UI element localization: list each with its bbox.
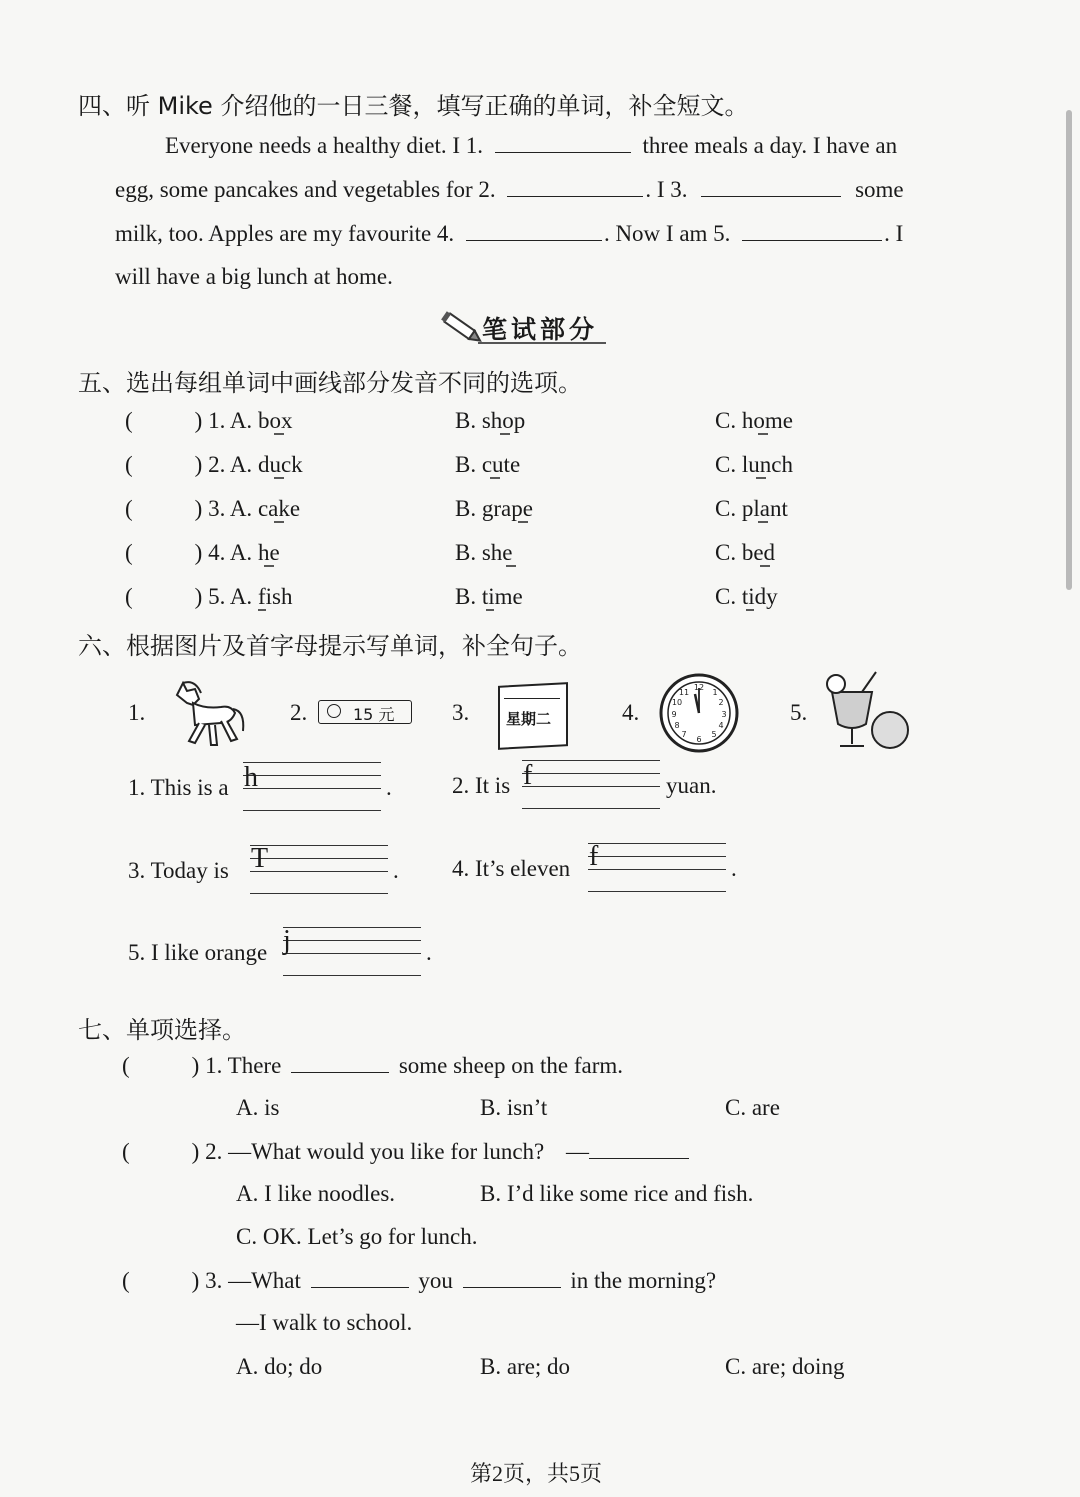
passage-text: . I 3. (645, 177, 688, 202)
horse-picture (165, 675, 250, 755)
dialogue-answer: —I walk to school. (236, 1310, 413, 1335)
sentence-1: 1. This is a (128, 775, 229, 800)
tag-hole-icon (327, 704, 341, 718)
sentence-1-end: . (386, 775, 392, 800)
sentence-4: 4. It’s eleven (452, 856, 571, 881)
passage-text: . Now I am 5. (603, 221, 731, 246)
picture-label-1: 1. (128, 700, 146, 725)
option-a: duck (257, 452, 303, 477)
sound-underline-marks (0, 0, 1080, 620)
option-c: C. home (715, 408, 793, 433)
passage-line-4: will have a big lunch at home. (115, 264, 393, 289)
passage-text: milk, too. Apples are my favourite 4. (115, 221, 455, 246)
option-c: C. tidy (715, 584, 778, 609)
option-c: C. OK. Let’s go for lunch. (236, 1224, 478, 1249)
passage-text: three meals a day. I have an (642, 133, 898, 158)
option-b: B. cute (455, 452, 521, 477)
option-a: he (257, 540, 280, 565)
calendar-text: 星期二 (506, 710, 552, 728)
option-b: B. time (455, 584, 523, 609)
writing-grid-3[interactable] (250, 845, 388, 895)
clock-picture (658, 672, 740, 754)
option-b: B. I’d like some rice and fish. (480, 1181, 754, 1206)
svg-text:3: 3 (721, 710, 727, 719)
picture-label-4: 4. (622, 700, 640, 725)
svg-text:5: 5 (711, 730, 717, 739)
passage-text: Everyone needs a healthy diet. I 1. (165, 133, 484, 158)
picture-label-5: 5. (790, 700, 808, 725)
option-b: B. are; do (480, 1354, 571, 1379)
section-5-title: 五、选出每组单词中画线部分发音不同的选项。 (78, 369, 582, 397)
picture-label-3: 3. (452, 700, 470, 725)
question-row: ( ) 3. A. cake (125, 496, 301, 521)
price-tag-picture (318, 700, 412, 724)
answer-paren[interactable]: ( (125, 408, 133, 433)
svg-text:12: 12 (693, 683, 705, 692)
orange-juice-picture (822, 668, 912, 752)
writing-grid-5[interactable] (283, 927, 421, 977)
answer-paren[interactable]: ( (125, 452, 133, 477)
option-a: fish (257, 584, 293, 609)
svg-text:1: 1 (712, 688, 718, 697)
hint-letter-3: T (251, 843, 269, 874)
answer-paren[interactable]: ( (125, 584, 133, 609)
section-4-title: 四、听 Mike 介绍他的一日三餐，填写正确的单词，补全短文。 (78, 92, 749, 120)
sentence-5: 5. I like orange (128, 940, 268, 965)
sentence-2-end: yuan. (666, 773, 717, 798)
svg-text:7: 7 (681, 730, 687, 739)
sentence-2: 2. It is (452, 773, 511, 798)
question-row: ( ) 5. A. fish (125, 584, 293, 609)
mc-question-1: ( ) 1. There some sheep on the farm. (122, 1053, 623, 1078)
hint-letter-5: j (283, 925, 291, 956)
svg-text:6: 6 (696, 735, 702, 744)
passage-text: egg, some pancakes and vegetables for 2. (115, 177, 496, 202)
option-b: B. she (455, 540, 513, 565)
option-a: A. I like noodles. (236, 1181, 396, 1206)
option-b: B. isn’t (480, 1095, 548, 1120)
question-row: ( ) 2. A. duck (125, 452, 303, 477)
answer-paren[interactable]: ( (122, 1268, 130, 1293)
hint-letter-2: f (523, 760, 533, 791)
answer-paren[interactable]: ( (125, 540, 133, 565)
writing-grid-4[interactable] (588, 843, 726, 893)
passage-text: . I (884, 221, 904, 246)
sentence-3-end: . (393, 858, 399, 883)
option-b: B. shop (455, 408, 526, 433)
mc-blank[interactable] (291, 1052, 389, 1073)
mc-blank[interactable] (311, 1267, 409, 1288)
option-c: C. lunch (715, 452, 793, 477)
sentence-4-end: . (731, 856, 737, 881)
option-a: A. do; do (236, 1354, 323, 1379)
written-part-title: 笔试部分 (482, 315, 599, 344)
writing-grid-2[interactable] (522, 760, 660, 810)
svg-text:9: 9 (671, 710, 677, 719)
section-6-title: 六、根据图片及首字母提示写单词，补全句子。 (78, 632, 582, 660)
option-a: box (257, 408, 293, 433)
answer-paren[interactable]: ( (122, 1053, 130, 1078)
section-7-title: 七、单项选择。 (78, 1016, 246, 1044)
calendar-picture (496, 678, 568, 746)
hint-letter-1: h (244, 762, 258, 793)
option-b: B. grape (455, 496, 533, 521)
writing-grid-1[interactable] (243, 762, 381, 812)
svg-text:10: 10 (671, 698, 683, 707)
question-row: ( ) 1. A. box (125, 408, 293, 433)
sentence-5-end: . (426, 940, 432, 965)
price-tag-text: 15 元 (353, 705, 395, 724)
mc-blank[interactable] (463, 1267, 561, 1288)
mc-question-2: ( ) 2. —What would you like for lunch? — (122, 1138, 689, 1165)
calendar-rings (504, 690, 560, 699)
svg-text:8: 8 (674, 721, 680, 730)
mc-blank[interactable] (589, 1138, 689, 1159)
question-row: ( ) 4. A. he (125, 540, 280, 565)
passage-text: some (855, 177, 904, 202)
answer-paren[interactable]: ( (125, 496, 133, 521)
option-c: C. are (725, 1095, 780, 1120)
option-a: cake (257, 496, 301, 521)
sentence-3: 3. Today is (128, 858, 229, 883)
mc-question-3: ( ) 3. —What you in the morning? (122, 1268, 717, 1293)
svg-text:4: 4 (718, 721, 724, 730)
svg-text:2: 2 (718, 698, 724, 707)
answer-paren[interactable]: ( (122, 1139, 130, 1164)
hint-letter-4: f (589, 841, 599, 872)
svg-text:11: 11 (678, 688, 690, 697)
option-a: A. is (236, 1095, 280, 1120)
option-c: C. bed (715, 540, 776, 565)
option-c: C. plant (715, 496, 788, 521)
option-c: C. are; doing (725, 1354, 845, 1379)
picture-label-2: 2. (290, 700, 308, 725)
page-footer: 第2页，共5页 (470, 1461, 603, 1486)
